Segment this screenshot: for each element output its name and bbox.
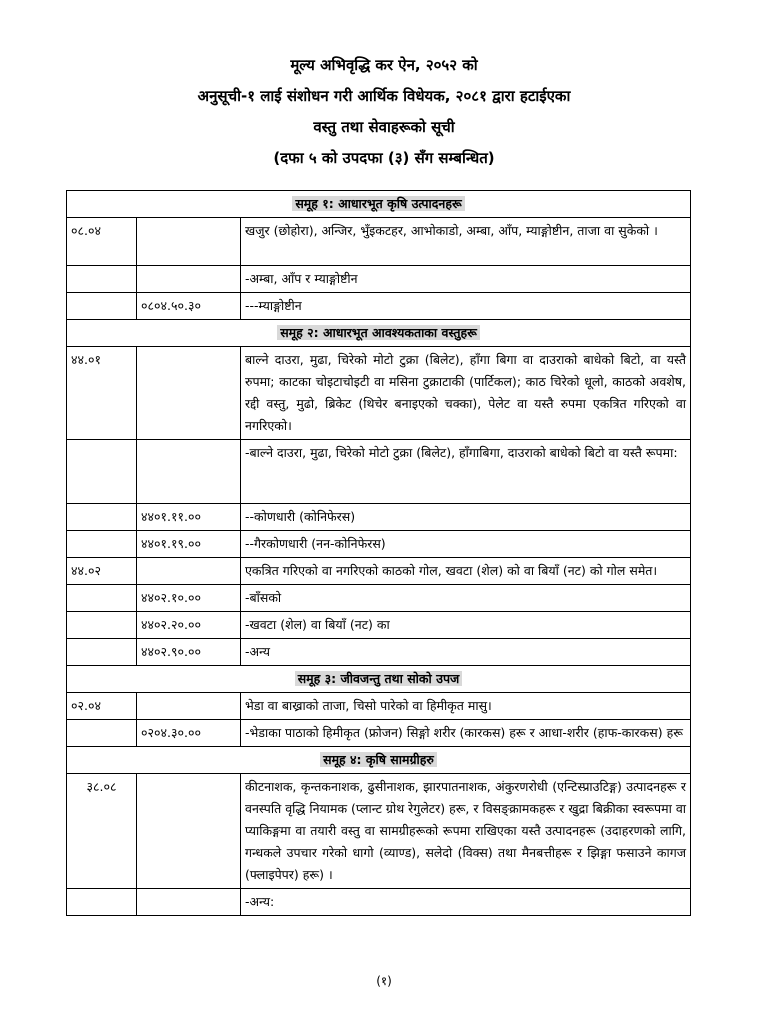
description: ---म्याङ्गोष्टीन	[241, 293, 691, 320]
sub-code	[137, 440, 241, 504]
group-heading-row	[67, 191, 691, 218]
description: --गैरकोणधारी (नन-कोनिफेरस)	[241, 531, 691, 558]
sub-code: ४४०२.९०.००	[137, 639, 241, 666]
table-row	[67, 531, 691, 558]
heading-code	[67, 440, 137, 504]
table-row	[67, 440, 691, 504]
table-row	[67, 218, 691, 266]
group-heading-row	[67, 666, 691, 693]
heading-code: ४४.०१	[67, 347, 137, 440]
heading-code	[67, 720, 137, 747]
description: भेडा वा बाख्राको ताजा, चिसो पारेको वा हिमीकृत मासु।	[241, 693, 691, 720]
description: कीटनाशक, कृन्तकनाशक, ढुसीनाशक, झारपातनाशक, अंकुरणरोधी (एन्टिस्प्राउटिङ्ग) उत्पादनहरू र वनस्पति वृद्धि नियामक (प्लान्ट ग्रोथ रेगुलेटर) हरू, र विसङ्क्रामकहरू र खुद्रा बिक्रीका स्वरूपमा वा प्याकिङ्गमा वा तयारी वस्तु वा सामग्रीहरूको रूपमा राखिएका यस्तै उत्पादनहरू (उदाहरणको लागि, गन्धकले उपचार गरेको धागो (व्याण्ड), सलेदो (विक्स) तथा मैनबत्तीहरू र झिङ्गा फसाउने कागज (फ्लाइपेपर) हरू) ।	[241, 774, 691, 889]
group-heading: समूह १: आधारभूत कृषि उत्पादनहरू	[292, 196, 464, 211]
description: -बाल्ने दाउरा, मुढा, चिरेको मोटो टुक्रा (बिलेट), हाँगाबिगा, दाउराको बाधेको बिटो वा यस्तै रूपमा:	[241, 440, 691, 504]
page-number: (१)	[376, 974, 392, 988]
sub-code	[137, 558, 241, 585]
heading-code: ४४.०२	[67, 558, 137, 585]
table-row	[67, 558, 691, 585]
description: -बाँसको	[241, 585, 691, 612]
description: -अन्य	[241, 639, 691, 666]
group-heading: समूह ४: कृषि सामग्रीहरु	[320, 752, 437, 767]
group-4-heading-cell	[67, 747, 691, 774]
sub-code: ४४०२.२०.००	[137, 612, 241, 639]
hs-code-table	[66, 190, 691, 916]
table-row	[67, 639, 691, 666]
group-1-heading-cell	[67, 191, 691, 218]
sub-code	[137, 774, 241, 889]
title-line-1: मूल्य अभिवृद्धि कर ऐन, २०५२ को	[290, 56, 478, 74]
sub-code	[137, 347, 241, 440]
title-line-4: (दफा ५ को उपदफा (३) सँग सम्बन्धित)	[273, 149, 495, 167]
table-row	[67, 266, 691, 293]
document-title	[0, 50, 768, 174]
heading-code	[67, 504, 137, 531]
table-row	[67, 693, 691, 720]
heading-code	[67, 639, 137, 666]
description: -अम्बा, आँप र म्याङ्गोष्टीन	[241, 266, 691, 293]
group-heading: समूह २: आधारभूत आवश्यकताका वस्तुहरू	[277, 325, 480, 340]
description: --कोणधारी (कोनिफेरस)	[241, 504, 691, 531]
table-row	[67, 585, 691, 612]
group-heading: समूह ३: जीवजन्तु तथा सोको उपज	[295, 671, 463, 686]
description: -भेडाका पाठाको हिमीकृत (फ्रोजन) सिङ्गो शरीर (कारकस) हरू र आधा-शरीर (हाफ-कारकस) हरू	[241, 720, 691, 747]
heading-code: ३८.०८	[67, 774, 137, 889]
group-3-heading-cell	[67, 666, 691, 693]
sub-code: ०२०४.३०.००	[137, 720, 241, 747]
table-row	[67, 889, 691, 916]
group-heading-row	[67, 320, 691, 347]
sub-code	[137, 266, 241, 293]
description: एकत्रित गरिएको वा नगरिएको काठको गोल, खवटा (शेल) को वा बियाँ (नट) को गोल समेत।	[241, 558, 691, 585]
sub-code	[137, 218, 241, 266]
title-line-3: वस्तु तथा सेवाहरूको सूची	[313, 118, 455, 136]
group-heading-row	[67, 747, 691, 774]
title-line-2: अनुसूची-१ लाई संशोधन गरी आर्थिक विधेयक, २०८१ द्वारा हटाईएका	[197, 87, 571, 105]
heading-code	[67, 585, 137, 612]
sub-code	[137, 889, 241, 916]
heading-code: ०२.०४	[67, 693, 137, 720]
description: बाल्ने दाउरा, मुढा, चिरेको मोटो टुक्रा (बिलेट), हाँगा बिगा वा दाउराको बाधेको बिटो, वा यस्तै रुपमा; काटका चोइटाचोइटी वा मसिना टुक्राटाकी (पार्टिकल); काठ चिरेको धूलो, काठको अवशेष, रद्दी वस्तु, मुढो, ब्रिकेट (थिचेर बनाइएको चक्का), पेलेट वा यस्तै रुपमा एकत्रित गरिएको वा नगरिएको।	[241, 347, 691, 440]
table-row	[67, 293, 691, 320]
group-2-heading-cell	[67, 320, 691, 347]
sub-code: ०८०४.५०.३०	[137, 293, 241, 320]
description: -अन्य:	[241, 889, 691, 916]
heading-code	[67, 266, 137, 293]
heading-code	[67, 293, 137, 320]
heading-code	[67, 889, 137, 916]
description: -खवटा (शेल) वा बियाँ (नट) का	[241, 612, 691, 639]
table-row	[67, 720, 691, 747]
heading-code	[67, 531, 137, 558]
sub-code: ४४०१.१९.००	[137, 531, 241, 558]
heading-code	[67, 612, 137, 639]
description: खजुर (छोहोरा), अन्जिर, भुँइकटहर, आभोकाडो, अम्बा, आँप, म्याङ्गोष्टीन, ताजा वा सुकेको ।	[241, 218, 691, 266]
table-row	[67, 347, 691, 440]
table-row	[67, 504, 691, 531]
table-row	[67, 774, 691, 889]
sub-code	[137, 693, 241, 720]
sub-code: ४४०१.११.००	[137, 504, 241, 531]
table-row	[67, 612, 691, 639]
heading-code: ०८.०४	[67, 218, 137, 266]
sub-code: ४४०२.१०.००	[137, 585, 241, 612]
